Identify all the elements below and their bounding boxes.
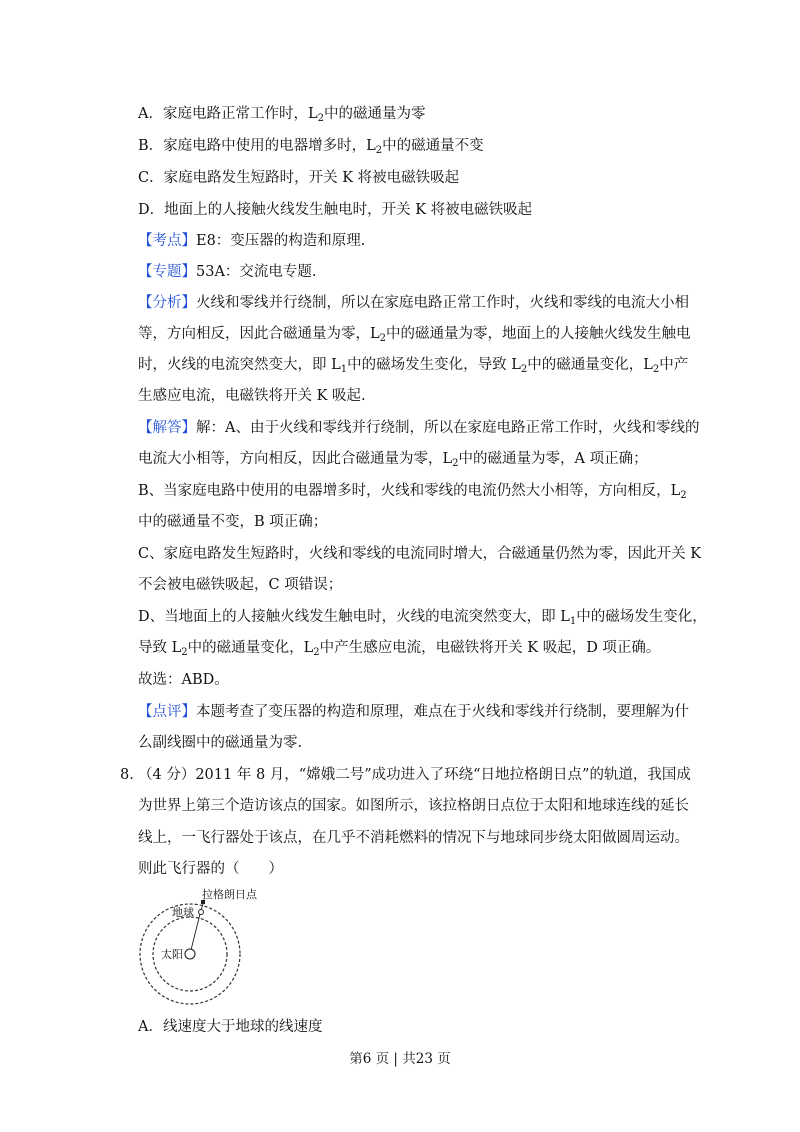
fenxi-tag: 【分析】 [138, 295, 196, 311]
question-8-line-4: 则此飞行器的（ ） [138, 861, 283, 877]
question-8-option-a: A．线速度大于地球的线速度 [138, 1019, 323, 1035]
jieda-line-9: 故选：ABD。 [138, 672, 229, 688]
dianping-line-1: 【点评】本题考查了变压器的构造和原理，难点在于火线和零线并行绕制，要理解为什 [138, 704, 689, 720]
jieda-line-1: 【解答】解：A、由于火线和零线并行绕制，所以在家庭电路正常工作时，火线和零线的 [138, 420, 700, 436]
question-8-number: 8． [120, 767, 144, 783]
sun-icon [185, 949, 195, 959]
jieda-line-8: 导致 $L_2$中的磁通量变化，$L_2$中产生感应电流，电磁铁将开关 K 吸起，D 项正确。 [138, 640, 661, 658]
dianping-tag: 【点评】 [138, 704, 196, 720]
option-c-top: C．家庭电路发生短路时，开关 K 将被电磁铁吸起 [138, 170, 460, 186]
dianping-line-2: 么副线圈中的磁通量为零. [138, 735, 303, 751]
orbit-diagram [138, 884, 278, 1024]
question-8-line-2: 为世界上第三个造访该点的国家。如图所示，该拉格朗日点位于太阳和地球连线的延长 [138, 798, 689, 814]
jieda-line-7: D、当地面上的人接触火线发生触电时，火线的电流突然变大，即 $L_1$中的磁场发生变化， [138, 609, 707, 627]
page-footer: 第6 页 | 共23 页 [349, 1051, 451, 1067]
option-b-top: B．家庭电路中使用的电器增多时，$L_2$中的磁通量不变 [138, 138, 484, 156]
jieda-line-3: B、当家庭电路中使用的电器增多时，火线和零线的电流仍然大小相等，方向相反，$L_2$ [138, 483, 687, 501]
fenxi-line-4: 生感应电流，电磁铁将开关 K 吸起. [138, 388, 366, 404]
jieda-tag: 【解答】 [138, 420, 196, 436]
jieda-line-2: 电流大小相等，方向相反，因此合磁通量为零，$L_2$中的磁通量为零，A 项正确； [138, 451, 648, 469]
jieda-line-5: C、家庭电路发生短路时，火线和零线的电流同时增大，合磁通量仍然为零，因此开关 K [138, 546, 702, 562]
fenxi-line-1: 【分析】火线和零线并行绕制，所以在家庭电路正常工作时，火线和零线的电流大小相 [138, 295, 689, 311]
zhuanti-line: 【专题】53A：交流电专题. [138, 264, 317, 280]
jieda-line-6: 不会被电磁铁吸起，C 项错误； [138, 577, 343, 593]
question-8-line-1: （4 分）2011 年 8 月，“嫦娥二号”成功进入了环绕“日地拉格朗日点”的轨道，我国成 [138, 767, 691, 783]
sun-label: 太阳 [161, 948, 183, 961]
zhuanti-tag: 【专题】 [138, 264, 196, 280]
earth-label: 地球 [172, 906, 194, 919]
kaodian-line: 【考点】E8：变压器的构造和原理. [138, 233, 366, 249]
jieda-line-4: 中的磁通量不变，B 项正确； [138, 514, 328, 530]
question-8-line-3: 线上，一飞行器处于该点，在几乎不消耗燃料的情况下与地球同步绕太阳做圆周运动。 [138, 830, 689, 846]
fenxi-line-2: 等，方向相反，因此合磁通量为零，$L_2$中的磁通量为零，地面上的人接触火线发生触电 [138, 326, 691, 344]
lagrange-label: 拉格朗日点 [202, 888, 257, 901]
fenxi-line-3: 时，火线的电流突然变大，即 $L_1$中的磁场发生变化，导致 $L_2$中的磁通量变化，$L_2$中产 [138, 357, 689, 375]
option-d-top: D．地面上的人接触火线发生触电时，开关 K 将被电磁铁吸起 [138, 202, 533, 218]
earth-icon [199, 910, 204, 915]
kaodian-tag: 【考点】 [138, 233, 196, 249]
option-a-top: A．家庭电路正常工作时，$L_2$中的磁通量为零 [138, 106, 426, 124]
